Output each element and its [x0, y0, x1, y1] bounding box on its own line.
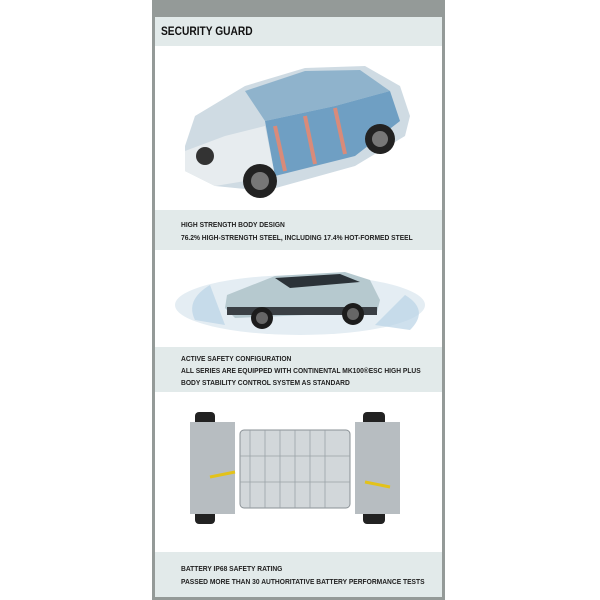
battery-chassis-image [155, 392, 442, 552]
page-frame [152, 0, 445, 600]
caption-heading: ACTIVE SAFETY CONFIGURATION [181, 354, 292, 363]
header-band [155, 17, 442, 46]
suv-driving-image [155, 250, 442, 347]
caption-heading: HIGH STRENGTH BODY DESIGN [181, 220, 285, 229]
caption-text: ALL SERIES ARE EQUIPPED WITH CONTINENTAL MK100®ESC HIGH PLUS [181, 366, 421, 375]
caption-battery [155, 552, 442, 597]
suv-body-structure-image [155, 46, 442, 210]
caption-body-design [155, 210, 442, 250]
page-title: SECURITY GUARD [161, 24, 253, 38]
caption-text: 76.2% HIGH-STRENGTH STEEL, INCLUDING 17.4% HOT-FORMED STEEL [181, 233, 413, 242]
caption-text: PASSED MORE THAN 30 AUTHORITATIVE BATTERY PERFORMANCE TESTS [181, 577, 425, 586]
caption-active-safety [155, 347, 442, 392]
caption-text: BODY STABILITY CONTROL SYSTEM AS STANDARD [181, 378, 350, 387]
content-panel [155, 17, 442, 597]
caption-heading: BATTERY IP68 SAFETY RATING [181, 564, 283, 573]
